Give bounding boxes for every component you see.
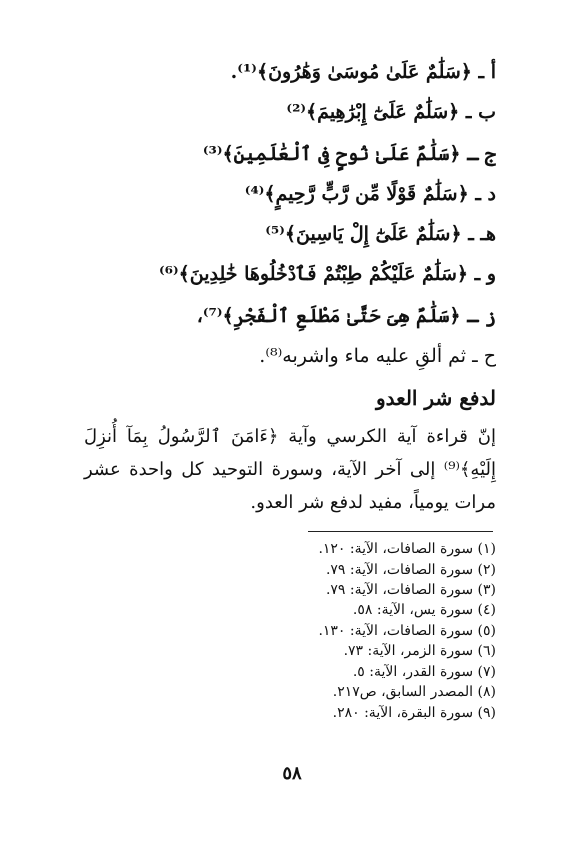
footnote-5: (٥) سورة الصافات، الآية: ١٣٠. xyxy=(318,623,496,639)
list-item-dal: د ـ ﴿سَلَٰمٌ قَوْلًا مِّن رَّبٍّ رَّحِيمٍ﴾⁽⁴⁾ xyxy=(244,183,496,205)
section-paragraph: إنّ قراءة آية الكرسي وآية ﴿ءَامَنَ ٱلرَّسُولُ بِمَآ أُنزِلَ إِلَيْهِ﴾⁽⁹⁾ إلى آخر الآية، وسورة التوحيد كل واحدة عشر مرات يومياً، مفيد لدفع شر العدو. xyxy=(84,426,496,513)
footnote-3: (٣) سورة الصافات، الآية: ٧٩. xyxy=(325,582,496,598)
footnote-9: (٩) سورة البقرة، الآية: ٢٨٠. xyxy=(332,705,496,721)
list-item-jim: ج ـ ﴿سَلَٰمٌ عَلَىٰ نُوحٍ فِى ٱلْعَٰلَمِينَ﴾⁽³⁾ xyxy=(202,143,496,165)
list-item-waw: و ـ ﴿سَلَٰمٌ عَلَيْكُمْ طِبْتُمْ فَٱدْخُلُوهَا خَٰلِدِينَ﴾⁽⁶⁾ xyxy=(158,263,496,285)
footnote-7: (٧) سورة القدر، الآية: ٥. xyxy=(352,664,496,680)
footnote-divider xyxy=(308,531,493,532)
footnote-6: (٦) سورة الزمر، الآية: ٧٣. xyxy=(343,643,496,659)
list-item-ha2: ح ـ ثم ألقِ عليه ماء واشربه⁽⁸⁾. xyxy=(259,345,496,367)
footnote-8: (٨) المصدر السابق، ص٢١٧. xyxy=(332,684,496,700)
footnote-1: (١) سورة الصافات، الآية: ١٢٠. xyxy=(318,541,496,557)
footnote-4: (٤) سورة يس، الآية: ٥٨. xyxy=(352,602,496,618)
page-number: ٥٨ xyxy=(282,763,302,784)
list-item-alif: أ ـ ﴿سَلَٰمٌ عَلَىٰ مُوسَىٰ وَهَٰرُونَ﴾⁽¹⁾. xyxy=(230,61,496,83)
footnote-2: (٢) سورة الصافات، الآية: ٧٩. xyxy=(325,562,496,578)
list-item-zay: ز ـ ﴿سَلَٰمٌ هِىَ حَتَّىٰ مَطْلَعِ ٱلْفَجْرِ﴾⁽⁷⁾، xyxy=(196,305,496,327)
list-item-ha: هـ ـ ﴿سَلَٰمٌ عَلَىٰٓ إِلْ يَاسِينَ﴾⁽⁵⁾ xyxy=(265,223,496,245)
list-item-ba: ب ـ ﴿سَلَٰمٌ عَلَىٰٓ إِبْرَٰهِيمَ﴾⁽²⁾ xyxy=(286,101,496,123)
section-heading: لدفع شر العدو xyxy=(376,386,496,410)
